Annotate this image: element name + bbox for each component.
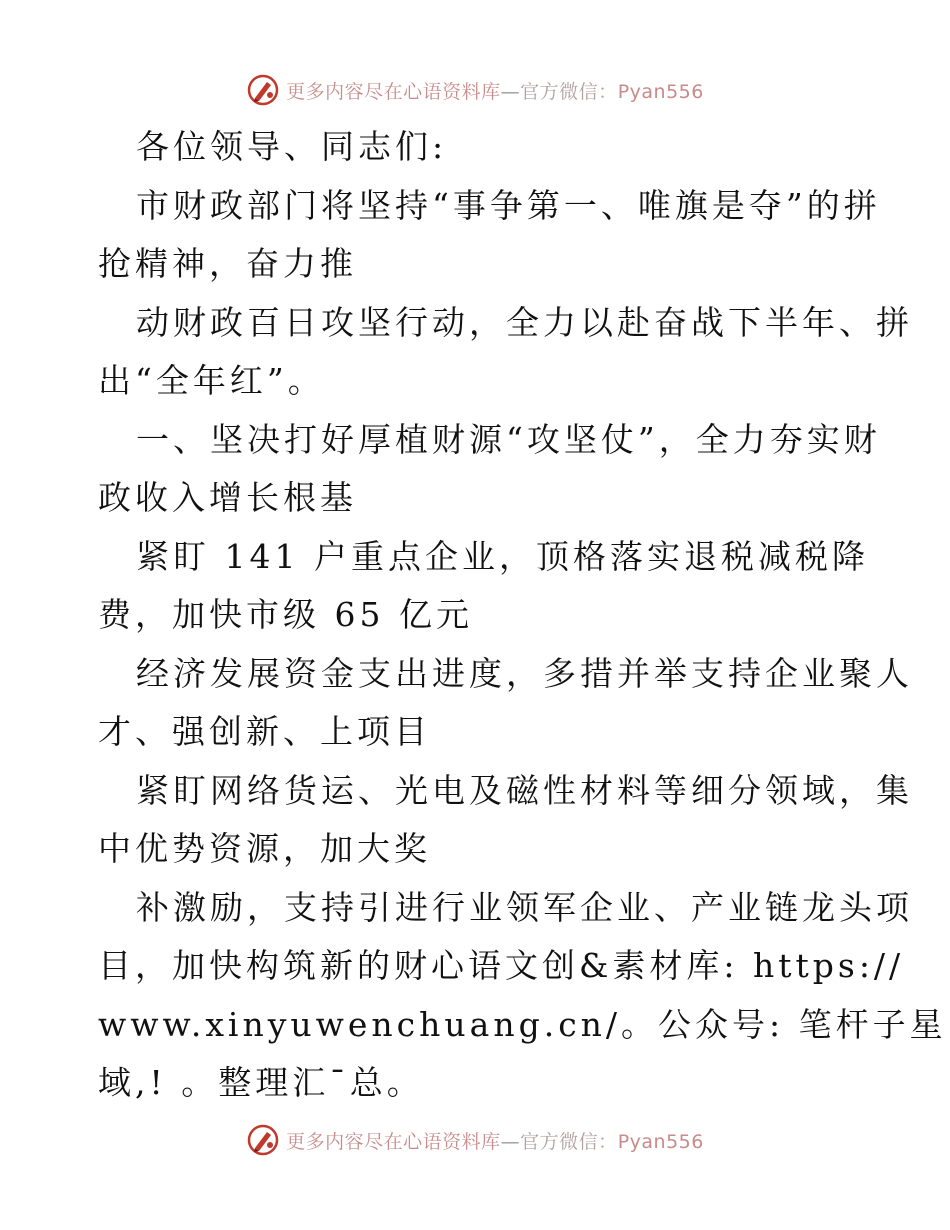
- paragraph-1-line-1: 市财政部门将坚持“事争第一、唯旗是夺”的拼: [136, 185, 881, 225]
- document-body: [98, 118, 947, 1113]
- paragraph-6-line-1: 紧盯网络货运、光电及磁性材料等细分领域，集: [136, 770, 913, 810]
- paragraph-5: [98, 645, 913, 762]
- header-separator: —: [500, 80, 521, 103]
- paragraph-2-line-2: 出“全年红”。: [98, 361, 325, 400]
- paragraph-5-line-2: 才、强创新、上项目: [98, 712, 431, 751]
- pen-logo-icon: [246, 1123, 280, 1157]
- paragraph-4-line-1: 紧盯 141 户重点企业，顶格落实退税减税降: [136, 536, 869, 576]
- footer-banner-text: [286, 1127, 704, 1154]
- paragraph-7-line-4: 域,! 。整理汇¯总。: [98, 1063, 424, 1102]
- paragraph-1-line-2: 抢精神，奋力推: [98, 244, 357, 283]
- header-banner: [0, 72, 950, 108]
- footer-separator: —: [500, 1130, 521, 1153]
- salutation: 各位领导、同志们:: [136, 127, 448, 166]
- header-wechat-handle: Pyan556: [617, 80, 704, 103]
- paragraph-7-line-2: 目，加快构筑新的财心语文创&素材库: https://: [98, 946, 905, 985]
- paragraph-3-line-1: 一、坚决打好厚植财源“攻坚仗”，全力夯实财: [136, 419, 881, 459]
- paragraph-2: [98, 294, 913, 411]
- paragraph-5-line-1: 经济发展资金支出进度，多措并举支持企业聚人: [136, 653, 913, 693]
- pen-logo-icon: [246, 73, 280, 107]
- footer-slogan: 更多内容尽在心语资料库: [286, 1130, 501, 1153]
- paragraph-7-line-3: www.xinyuwenchuang.cn/。公众号: 笔杆子星: [98, 1004, 947, 1044]
- footer-banner: [0, 1122, 950, 1158]
- paragraph-4: [98, 528, 869, 645]
- header-slogan: 更多内容尽在心语资料库: [286, 80, 501, 103]
- paragraph-1: [98, 177, 881, 294]
- paragraph-7: [98, 879, 947, 1113]
- header-banner-text: [286, 77, 704, 104]
- paragraph-6-line-2: 中优势资源，加大奖: [98, 829, 431, 868]
- paragraph-3-line-2: 政收入增长根基: [98, 478, 357, 517]
- header-wechat-label: 官方微信：: [520, 80, 618, 103]
- paragraph-3-heading: [98, 411, 881, 528]
- footer-wechat-label: 官方微信：: [520, 1130, 618, 1153]
- paragraph-2-line-1: 动财政百日攻坚行动，全力以赴奋战下半年、拼: [136, 302, 913, 342]
- paragraph-6: [98, 762, 913, 879]
- footer-wechat-handle: Pyan556: [617, 1130, 704, 1153]
- paragraph-7-line-1: 补激励，支持引进行业领军企业、产业链龙头项: [136, 887, 913, 927]
- paragraph-4-line-2: 费，加快市级 65 亿元: [98, 595, 473, 634]
